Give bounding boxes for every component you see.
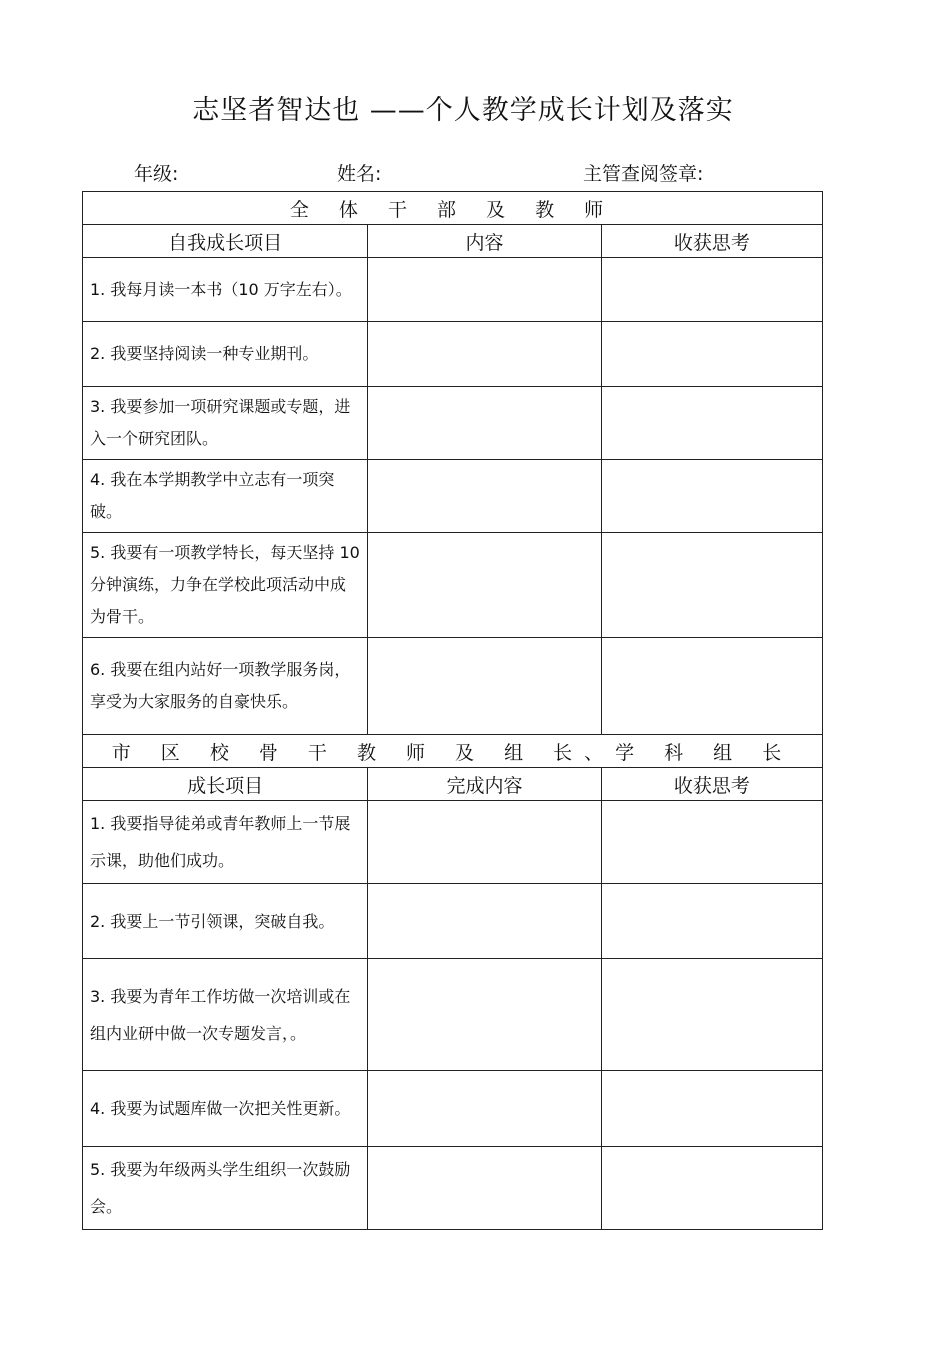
table-row <box>83 322 823 387</box>
content-cell[interactable] <box>368 959 601 1071</box>
plan-item: 6. 我要在组内站好一项教学服务岗，享受为大家服务的自豪快乐。 <box>83 638 368 735</box>
table-row <box>83 801 823 884</box>
growth-plan-table <box>82 191 823 1230</box>
content-cell[interactable] <box>368 533 601 638</box>
content-cell[interactable] <box>368 884 601 959</box>
reflection-cell[interactable] <box>601 387 822 460</box>
content-cell[interactable] <box>368 638 601 735</box>
plan-item: 4. 我要为试题库做一次把关性更新。 <box>83 1071 368 1147</box>
content-cell[interactable] <box>368 1071 601 1147</box>
page-title: 志坚者智达也 ——个人教学成长计划及落实 <box>192 95 734 126</box>
plan-item: 5. 我要有一项教学特长，每天坚持 10 分钟演练，力争在学校此项活动中成为骨干。 <box>83 533 368 638</box>
column-header-item: 成长项目 <box>83 768 368 801</box>
table-row <box>83 533 823 638</box>
table-row <box>83 258 823 322</box>
plan-item: 2. 我要坚持阅读一种专业期刊。 <box>83 322 368 387</box>
reflection-cell[interactable] <box>601 1147 822 1230</box>
content-cell[interactable] <box>368 460 601 533</box>
content-cell[interactable] <box>368 1147 601 1230</box>
name-label: 姓名: <box>337 163 382 185</box>
section-header-key-teachers: 市 区 校 骨 干 教 师 及 组 长、学 科 组 长 <box>83 735 823 768</box>
reflection-cell[interactable] <box>601 884 822 959</box>
meta-row <box>0 159 950 189</box>
content-cell[interactable] <box>368 387 601 460</box>
plan-item: 5. 我要为年级两头学生组织一次鼓励会。 <box>83 1147 368 1230</box>
content-cell[interactable] <box>368 801 601 884</box>
column-header-reflection: 收获思考 <box>601 225 822 258</box>
column-header-reflection: 收获思考 <box>601 768 822 801</box>
reflection-cell[interactable] <box>601 1071 822 1147</box>
table-row <box>83 1071 823 1147</box>
reflection-cell[interactable] <box>601 638 822 735</box>
column-header-item: 自我成长项目 <box>83 225 368 258</box>
plan-item: 4. 我在本学期教学中立志有一项突破。 <box>83 460 368 533</box>
section-header-all-staff: 全 体 干 部 及 教 师 <box>83 192 823 225</box>
reflection-cell[interactable] <box>601 959 822 1071</box>
plan-item: 1. 我要指导徒弟或青年教师上一节展示课，助他们成功。 <box>83 801 368 884</box>
reflection-cell[interactable] <box>601 322 822 387</box>
reflection-cell[interactable] <box>601 460 822 533</box>
plan-item: 1. 我每月读一本书（10 万字左右）。 <box>83 258 368 322</box>
reflection-cell[interactable] <box>601 801 822 884</box>
table-row <box>83 638 823 735</box>
plan-item: 2. 我要上一节引领课，突破自我。 <box>83 884 368 959</box>
plan-item: 3. 我要为青年工作坊做一次培训或在组内业研中做一次专题发言，。 <box>83 959 368 1071</box>
table-row <box>83 884 823 959</box>
content-cell[interactable] <box>368 322 601 387</box>
plan-item: 3. 我要参加一项研究课题或专题，进入一个研究团队。 <box>83 387 368 460</box>
approver-signature-label: 主管查阅签章: <box>583 163 704 185</box>
column-header-content: 内容 <box>368 225 601 258</box>
reflection-cell[interactable] <box>601 533 822 638</box>
table-row <box>83 460 823 533</box>
grade-label: 年级: <box>134 163 179 185</box>
table-row <box>83 387 823 460</box>
table-row <box>83 1147 823 1230</box>
table-row <box>83 959 823 1071</box>
column-header-completed-content: 完成内容 <box>368 768 601 801</box>
content-cell[interactable] <box>368 258 601 322</box>
reflection-cell[interactable] <box>601 258 822 322</box>
